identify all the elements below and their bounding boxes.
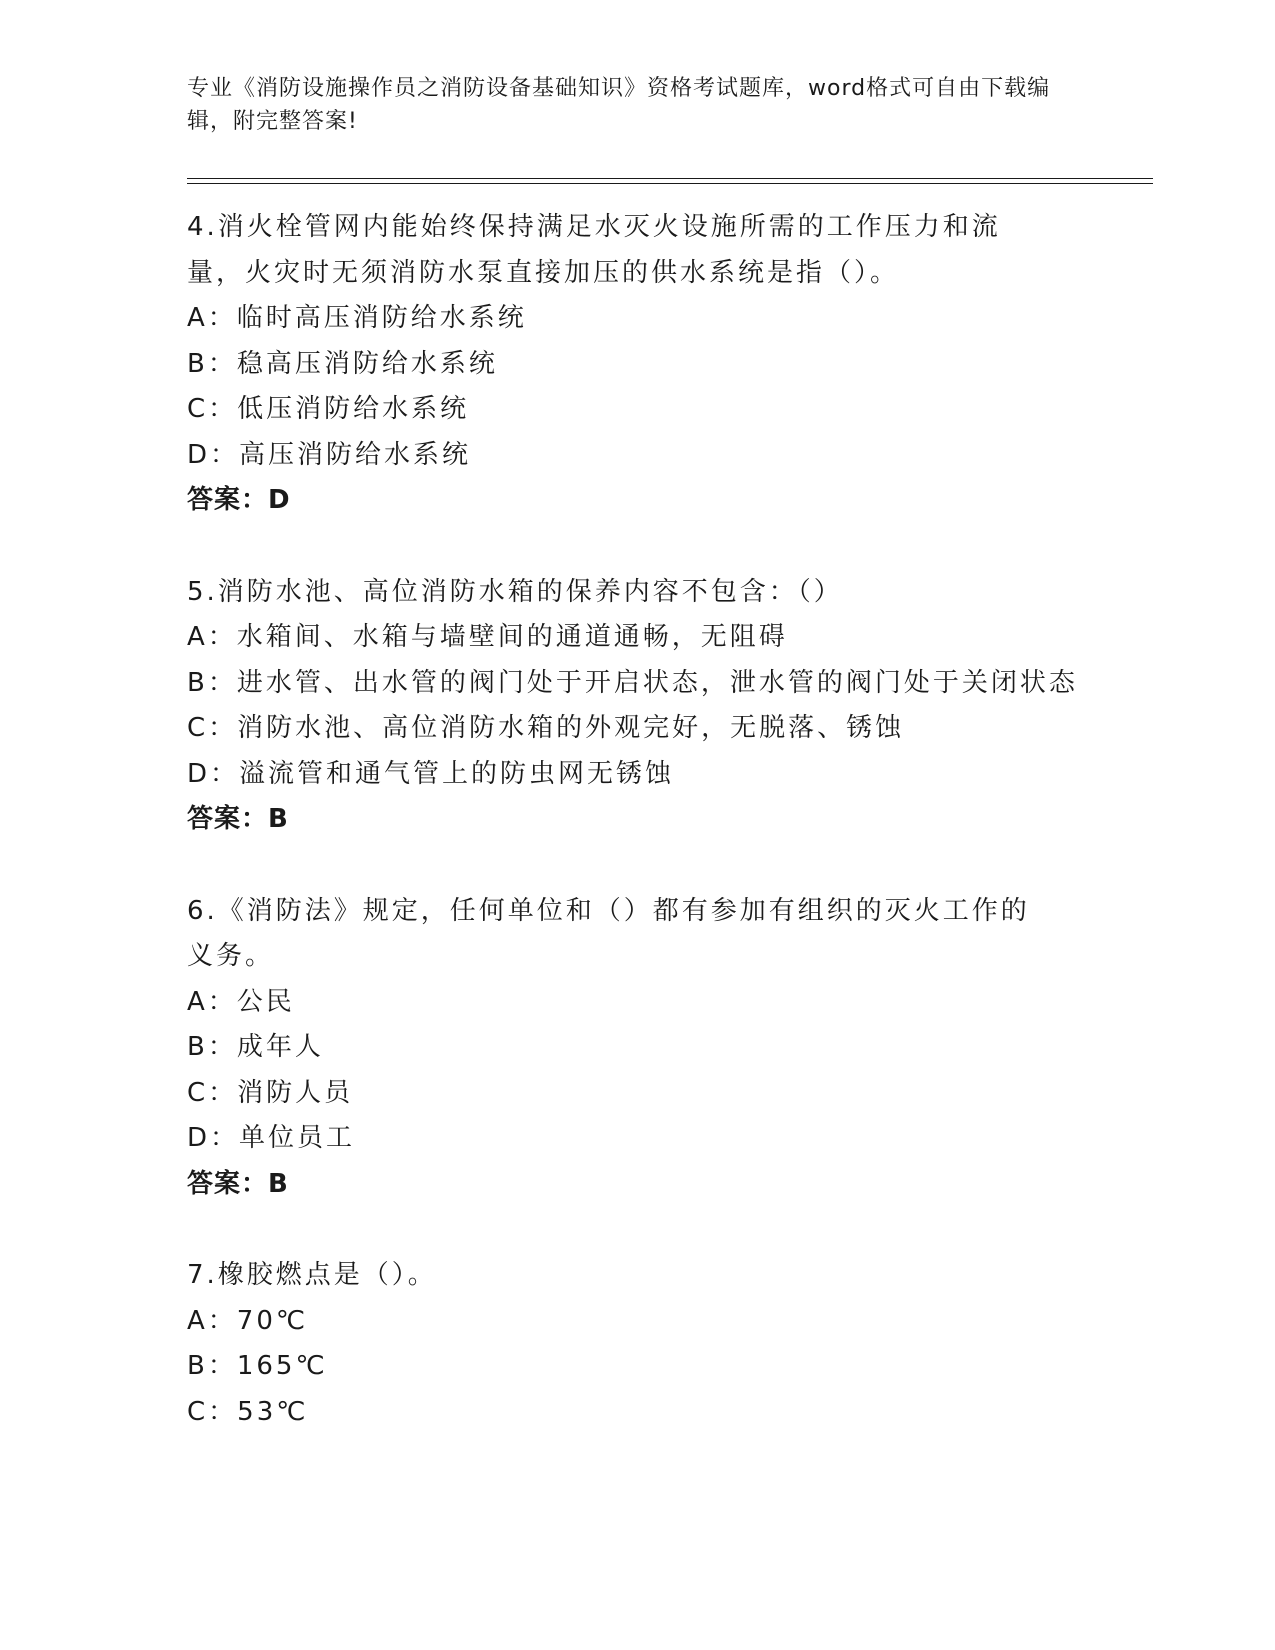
- question-item: [187, 205, 1087, 524]
- question-list: [187, 205, 1087, 1481]
- option-a: A：水箱间、水箱与墙壁间的通道通畅，无阻碍: [187, 622, 788, 652]
- question-text: 5.消防水池、高位消防水箱的保养内容不包含：（）: [187, 576, 843, 607]
- option-c: C：低压消防给水系统: [187, 394, 470, 424]
- document-header: 专业《消防设施操作员之消防设备基础知识》资格考试题库，word格式可自由下载编辑，附完整答案!: [187, 76, 1051, 134]
- option-a: A：临时高压消防给水系统: [187, 303, 527, 333]
- answer-label: 答案：B: [187, 804, 289, 834]
- question-text: 7.橡胶燃点是（）。: [187, 1260, 437, 1290]
- option-b: B：成年人: [187, 1032, 324, 1062]
- answer-label: 答案：B: [187, 1168, 289, 1199]
- question-item: [187, 889, 1087, 1208]
- option-d: D：单位员工: [187, 1123, 356, 1153]
- option-b: B：稳高压消防给水系统: [187, 348, 498, 379]
- question-item: [187, 1253, 1087, 1435]
- header-divider-top: [187, 178, 1153, 179]
- option-a: A：70℃: [187, 1305, 309, 1336]
- option-c: C：消防水池、高位消防水箱的外观完好，无脱落、锈蚀: [187, 713, 905, 743]
- answer-label: 答案：D: [187, 485, 291, 515]
- option-d: D：高压消防给水系统: [187, 439, 472, 470]
- header-divider-bottom: [187, 183, 1153, 184]
- option-c: C：53℃: [187, 1396, 309, 1427]
- option-c: C：消防人员: [187, 1077, 354, 1108]
- question-text: 4.消火栓管网内能始终保持满足水灭火设施所需的工作压力和流量，火灾时无须消防水泵直接加压的供水系统是指（）。: [187, 212, 1001, 288]
- question-text: 6.《消防法》规定，任何单位和（）都有参加有组织的灭火工作的义务。: [187, 895, 1030, 971]
- option-a: A：公民: [187, 986, 295, 1017]
- question-item: [187, 570, 1087, 843]
- option-b: B：165℃: [187, 1351, 328, 1381]
- option-b: B：进水管、出水管的阀门处于开启状态，泄水管的阀门处于关闭状态: [187, 667, 1078, 698]
- option-d: D：溢流管和通气管上的防虫网无锈蚀: [187, 758, 675, 789]
